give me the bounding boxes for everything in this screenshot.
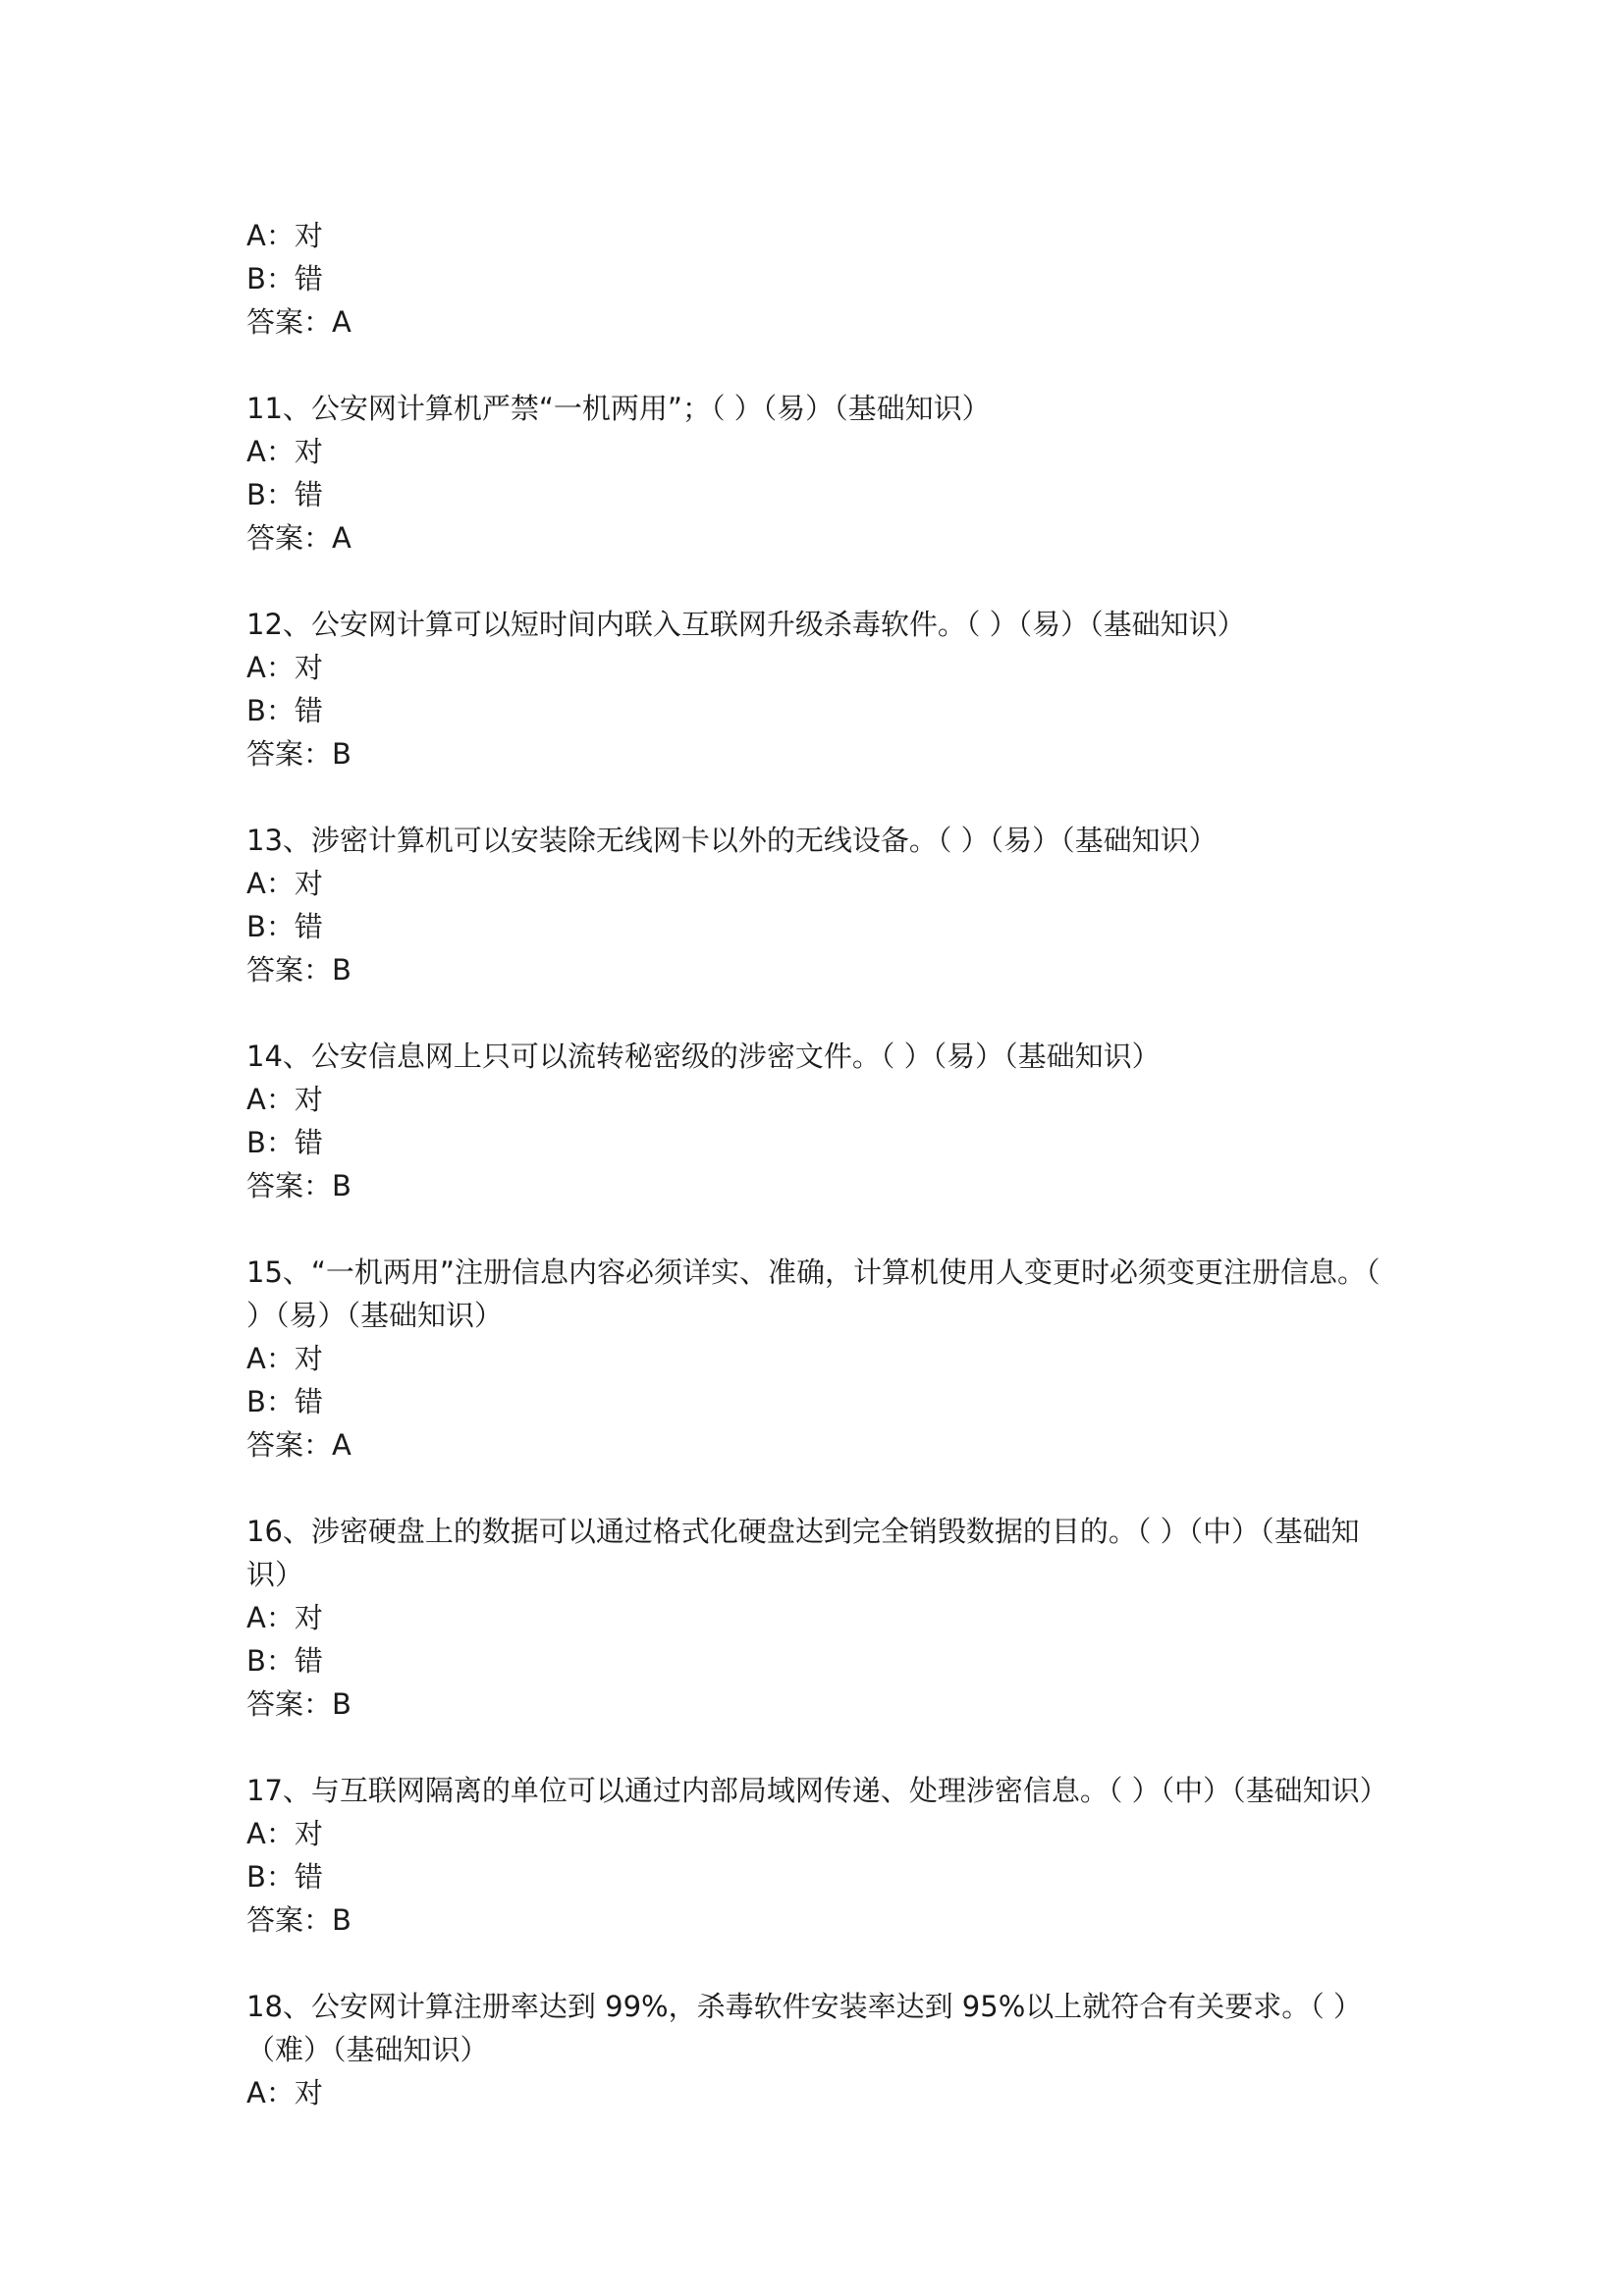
option-a: A：对 xyxy=(246,1342,323,1375)
answer: 答案：A xyxy=(246,305,352,339)
document-page xyxy=(246,214,1395,2158)
option-a: A：对 xyxy=(246,651,323,684)
question-11 xyxy=(246,387,1395,560)
option-b: B：错 xyxy=(246,478,323,511)
option-b: B：错 xyxy=(246,1644,323,1678)
question-12 xyxy=(246,603,1395,775)
answer: 答案：B xyxy=(246,1687,352,1721)
option-a: A：对 xyxy=(246,435,323,468)
question-text: 11、公安网计算机严禁“一机两用”；（ ）（易）（基础知识） xyxy=(246,392,991,425)
option-b: B：错 xyxy=(246,910,323,943)
answer: 答案：A xyxy=(246,521,352,555)
question-text: 18、公安网计算注册率达到 99%，杀毒软件安装率达到 95%以上就符合有关要求。（ ） xyxy=(246,1990,1362,2023)
question-13 xyxy=(246,819,1395,991)
question-text-continued: （难）（基础知识） xyxy=(246,2033,489,2066)
option-a: A：对 xyxy=(246,1817,323,1850)
question-15 xyxy=(246,1251,1395,1467)
option-b: B：错 xyxy=(246,1385,323,1418)
answer: 答案：B xyxy=(246,953,352,987)
option-a: A：对 xyxy=(246,2076,323,2109)
option-b: B：错 xyxy=(246,262,323,295)
option-a: A：对 xyxy=(246,219,323,252)
question-text: 17、与互联网隔离的单位可以通过内部局域网传递、处理涉密信息。（ ）（中）（基础知识） xyxy=(246,1774,1388,1807)
question-text: 15、“一机两用”注册信息内容必须详实、准确，计算机使用人变更时必须变更注册信息。（ xyxy=(246,1255,1380,1289)
option-b: B：错 xyxy=(246,694,323,727)
question-18 xyxy=(246,1985,1395,2114)
answer: 答案：A xyxy=(246,1428,352,1462)
answer: 答案：B xyxy=(246,1169,352,1202)
answer: 答案：B xyxy=(246,1903,352,1937)
question-14 xyxy=(246,1035,1395,1207)
option-a: A：对 xyxy=(246,1083,323,1116)
option-b: B：错 xyxy=(246,1860,323,1894)
question-16 xyxy=(246,1510,1395,1726)
question-text: 16、涉密硬盘上的数据可以通过格式化硬盘达到完全销毁数据的目的。（ ）（中）（基础知 xyxy=(246,1515,1360,1548)
question-text: 12、公安网计算可以短时间内联入互联网升级杀毒软件。（ ）（易）（基础知识） xyxy=(246,608,1246,641)
option-a: A：对 xyxy=(246,1601,323,1634)
question-text-continued: 识） xyxy=(246,1558,304,1591)
question-10-tail xyxy=(246,214,1395,344)
question-text: 13、涉密计算机可以安装除无线网卡以外的无线设备。（ ）（易）（基础知识） xyxy=(246,824,1218,857)
question-17 xyxy=(246,1769,1395,1942)
option-a: A：对 xyxy=(246,867,323,900)
answer: 答案：B xyxy=(246,737,352,771)
question-text: 14、公安信息网上只可以流转秘密级的涉密文件。（ ）（易）（基础知识） xyxy=(246,1040,1161,1073)
option-b: B：错 xyxy=(246,1126,323,1159)
question-text-continued: ）（易）（基础知识） xyxy=(246,1299,504,1332)
